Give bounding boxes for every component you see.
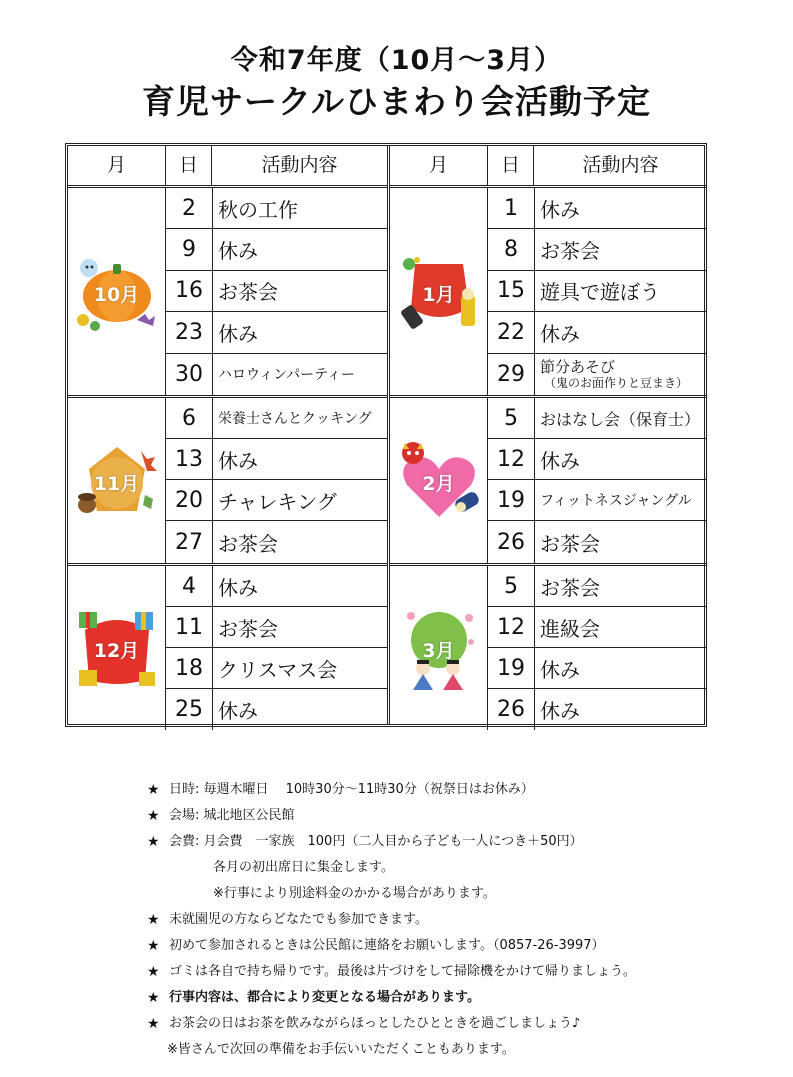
event-day: 26 — [497, 697, 525, 722]
month-cell-mar — [390, 566, 487, 730]
month-label-mar: 3月 — [422, 640, 455, 662]
event-row — [166, 566, 387, 607]
event-row — [488, 439, 707, 480]
note-fee-sub2 — [147, 884, 747, 910]
header-day: 日 — [165, 146, 211, 185]
star-icon: ★ — [147, 834, 160, 850]
header-month: 月 — [106, 154, 126, 176]
event-day: 12 — [497, 446, 525, 472]
event-row — [166, 188, 387, 229]
note-tea — [147, 1014, 747, 1040]
month-cell-dec — [68, 566, 165, 730]
notes-section — [147, 780, 747, 1066]
event-rows-feb — [487, 398, 707, 563]
event-row — [166, 398, 387, 439]
event-activity: 栄養士さんとクッキング — [212, 398, 387, 438]
event-activity: クリスマス会 — [212, 648, 387, 688]
month-cell-oct — [68, 188, 165, 395]
event-day: 29 — [497, 361, 525, 387]
star-icon: ★ — [147, 1016, 160, 1032]
event-activity: お茶会 — [212, 271, 387, 311]
event-row — [488, 312, 707, 353]
event-row — [166, 480, 387, 521]
note-place — [147, 806, 747, 832]
note-text: 各月の初出席日に集金します。 — [213, 860, 394, 875]
february-badge — [397, 439, 481, 523]
event-row — [166, 312, 387, 353]
event-day: 13 — [175, 446, 203, 472]
note-contact — [147, 936, 747, 962]
event-row — [166, 439, 387, 480]
event-activity: 休み — [212, 312, 387, 352]
march-badge — [397, 606, 481, 690]
star-icon: ★ — [147, 938, 160, 954]
event-activity: 休み — [212, 689, 387, 730]
header-activity: 活動内容 — [533, 146, 707, 185]
event-day: 1 — [504, 195, 518, 221]
event-day: 5 — [504, 573, 518, 599]
event-row — [488, 521, 707, 563]
event-activity: ハロウィンパーティー — [212, 354, 387, 395]
month-label-nov: 11月 — [93, 472, 140, 495]
event-day: 16 — [175, 278, 203, 304]
header-month: 月 — [428, 154, 448, 176]
star-icon: ★ — [147, 990, 160, 1006]
event-row — [488, 607, 707, 648]
event-activity — [534, 354, 707, 395]
header-day: 日 — [487, 146, 533, 185]
note-preschool — [147, 910, 747, 936]
event-row — [166, 648, 387, 689]
event-day: 8 — [504, 237, 518, 263]
month-block-feb — [390, 395, 707, 563]
month-cell-feb — [390, 398, 487, 563]
event-activity: 休み — [212, 439, 387, 479]
month-label-jan: 1月 — [422, 283, 455, 306]
header-row — [68, 146, 387, 188]
event-row — [166, 354, 387, 395]
event-activity-main: 節分あそび — [540, 357, 616, 376]
note-trash — [147, 962, 747, 988]
note-fee-sub1 — [147, 858, 747, 884]
title-line2: 育児サークルひまわり会活動予定 — [141, 82, 651, 121]
month-block-mar — [390, 563, 707, 730]
event-day: 6 — [182, 405, 196, 431]
note-text: 会費: 月会費 一家族 100円（二人目から子ども一人につき＋50円） — [169, 834, 583, 849]
note-text: 未就園児の方ならどなたでも参加できます。 — [169, 912, 428, 927]
note-change — [147, 988, 747, 1014]
title-line1: 令和7年度（10月～3月） — [230, 45, 563, 76]
month-cell-nov — [68, 398, 165, 563]
event-activity: 休み — [534, 439, 707, 479]
event-row — [166, 607, 387, 648]
event-activity: お茶会 — [212, 521, 387, 563]
november-badge — [75, 439, 159, 523]
event-rows-mar — [487, 566, 707, 730]
month-label-oct: 10月 — [93, 283, 140, 306]
event-rows-nov — [165, 398, 387, 563]
note-text: 行事内容は、都合により変更となる場合があります。 — [169, 990, 480, 1005]
month-block-oct — [68, 188, 387, 395]
event-row — [488, 566, 707, 607]
event-activity: 休み — [534, 312, 707, 352]
event-day: 15 — [497, 278, 525, 304]
event-activity: フィットネスジャングル — [534, 480, 707, 520]
month-label-feb: 2月 — [422, 472, 455, 495]
event-day: 22 — [497, 319, 525, 345]
star-icon: ★ — [147, 808, 160, 824]
note-tea-sub — [147, 1040, 747, 1066]
event-day: 2 — [182, 195, 196, 221]
event-activity: お茶会 — [534, 521, 707, 563]
note-time — [147, 780, 747, 806]
star-icon: ★ — [147, 782, 160, 798]
event-activity: 休み — [212, 566, 387, 606]
event-activity: 遊具で遊ぼう — [534, 271, 707, 311]
event-day: 5 — [504, 405, 518, 431]
event-activity-sub: （鬼のお面作りと豆まき） — [544, 375, 689, 390]
october-badge — [75, 250, 159, 334]
schedule-right-half — [387, 146, 707, 724]
event-day: 4 — [182, 573, 196, 599]
event-row — [488, 480, 707, 521]
event-day: 20 — [175, 487, 203, 513]
event-row — [166, 521, 387, 563]
month-cell-jan — [390, 188, 487, 395]
event-day: 9 — [182, 237, 196, 263]
event-activity: チャレキング — [212, 480, 387, 520]
event-day: 18 — [175, 655, 203, 681]
note-text: 会場: 城北地区公民館 — [169, 808, 295, 823]
event-day: 27 — [175, 529, 203, 555]
event-row — [488, 648, 707, 689]
header-row — [390, 146, 707, 188]
note-fee — [147, 832, 747, 858]
event-row — [488, 188, 707, 229]
event-activity: お茶会 — [534, 566, 707, 606]
event-activity: 休み — [212, 229, 387, 269]
header-activity: 活動内容 — [211, 146, 387, 185]
event-day: 23 — [175, 319, 203, 345]
event-activity: 進級会 — [534, 607, 707, 647]
event-activity: お茶会 — [212, 607, 387, 647]
event-activity: おはなし会（保育士） — [534, 398, 707, 438]
event-day: 19 — [497, 487, 525, 513]
event-day: 30 — [175, 361, 203, 387]
star-icon: ★ — [147, 912, 160, 928]
note-text: お茶会の日はお茶を飲みながらほっとしたひとときを過ごしましょう♪ — [169, 1016, 581, 1031]
month-label-dec: 12月 — [93, 640, 140, 662]
month-block-nov — [68, 395, 387, 563]
event-day: 25 — [175, 697, 203, 722]
star-icon: ★ — [147, 964, 160, 980]
month-block-jan — [390, 188, 707, 395]
schedule-table — [65, 143, 707, 727]
event-row — [166, 689, 387, 730]
month-block-dec — [68, 563, 387, 730]
event-rows-dec — [165, 566, 387, 730]
event-day: 19 — [497, 655, 525, 681]
event-activity: お茶会 — [534, 229, 707, 269]
note-text: ※行事により別途料金のかかる場合があります。 — [213, 886, 496, 901]
event-row — [166, 271, 387, 312]
january-badge — [397, 250, 481, 334]
event-rows-oct — [165, 188, 387, 395]
event-day: 26 — [497, 529, 525, 555]
event-activity: 秋の工作 — [212, 188, 387, 228]
note-text: ※皆さんで次回の準備をお手伝いいただくこともあります。 — [167, 1042, 515, 1057]
event-activity: 休み — [534, 648, 707, 688]
event-day: 12 — [497, 614, 525, 640]
note-text: 初めて参加されるときは公民館に連絡をお願いします。（0857-26-3997） — [169, 938, 605, 953]
event-row — [166, 229, 387, 270]
event-activity: 休み — [534, 188, 707, 228]
event-rows-jan — [487, 188, 707, 395]
event-row — [488, 354, 707, 395]
event-row — [488, 229, 707, 270]
event-row — [488, 689, 707, 730]
event-day: 11 — [175, 614, 203, 640]
december-badge — [75, 606, 159, 690]
note-text: ゴミは各自で持ち帰りです。最後は片づけをして掃除機をかけて帰りましょう。 — [169, 964, 636, 979]
event-row — [488, 398, 707, 439]
event-row — [488, 271, 707, 312]
note-text: 日時: 毎週木曜日 10時30分～11時30分（祝祭日はお休み） — [169, 782, 534, 797]
event-activity: 休み — [534, 689, 707, 730]
schedule-left-half — [68, 146, 387, 724]
